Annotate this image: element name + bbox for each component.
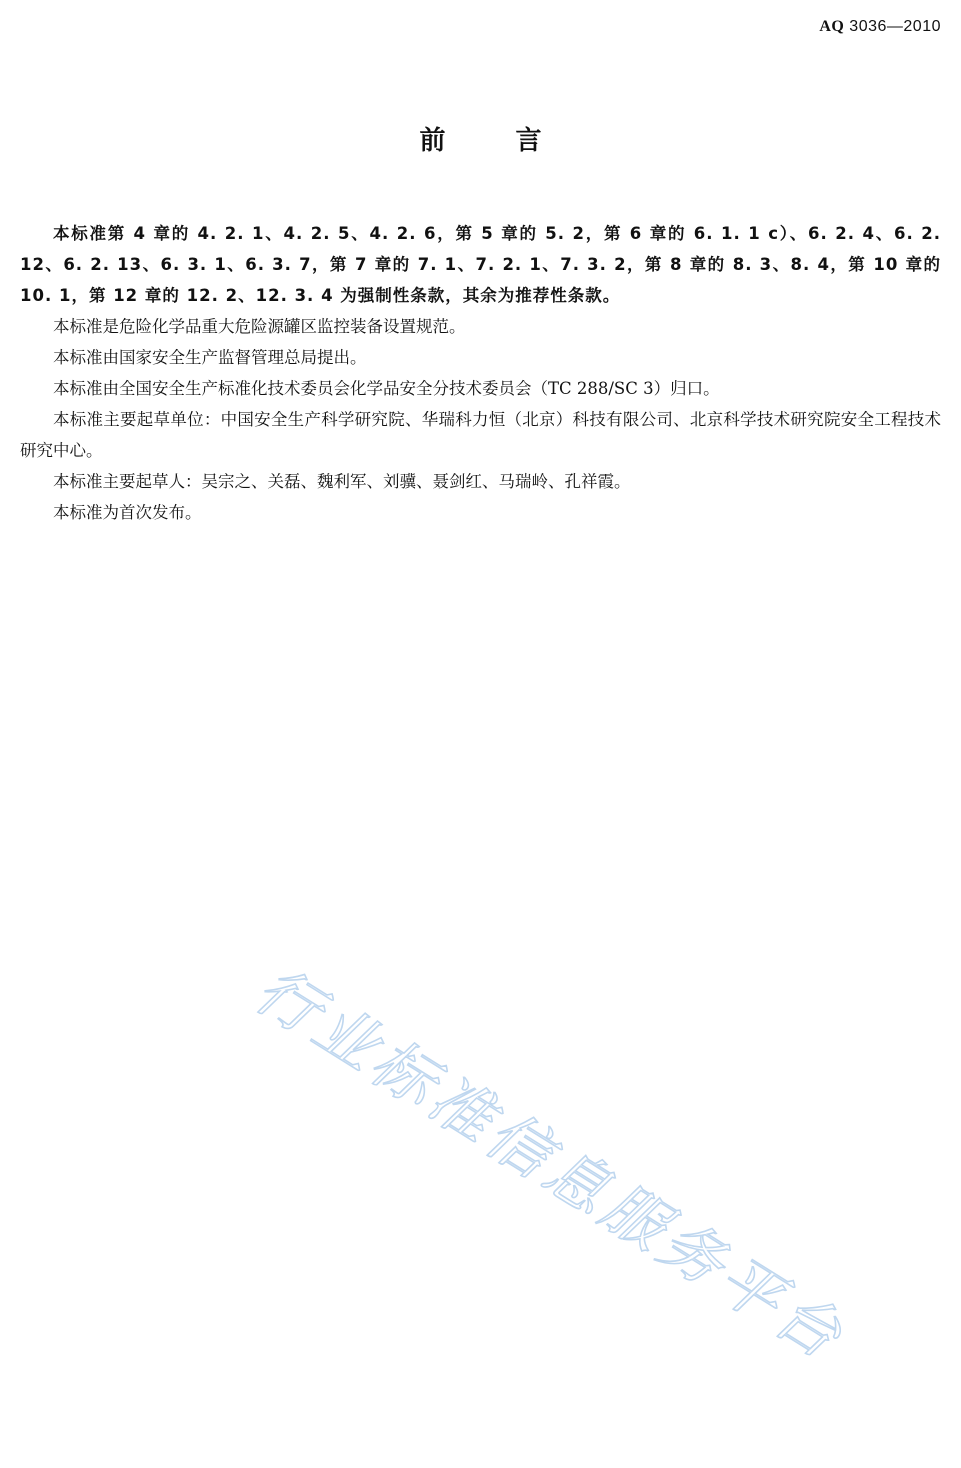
- drafting-units-paragraph: 本标准主要起草单位：中国安全生产科学研究院、华瑞科力恒（北京）科技有限公司、北京科学技术研究院安全工程技术研究中心。: [20, 410, 941, 460]
- scope-paragraph: 本标准是危险化学品重大危险源罐区监控装备设置规范。: [53, 317, 466, 336]
- standard-code-number: 3036—2010: [844, 18, 941, 35]
- standard-code-prefix: AQ: [819, 18, 845, 35]
- committee-paragraph: 本标准由全国安全生产标准化技术委员会化学品安全分技术委员会（TC 288/SC 3）归口。: [53, 379, 720, 398]
- drafters-paragraph: 本标准主要起草人：吴宗之、关磊、魏利军、刘骥、聂剑红、马瑞岭、孔祥霞。: [53, 472, 631, 491]
- watermark: 行业标准信息服务平台: [243, 952, 859, 1376]
- page-title: 前言: [419, 126, 612, 156]
- mandatory-clauses-paragraph: 本标准第 4 章的 4. 2. 1、4. 2. 5、4. 2. 6，第 5 章的 5. 2，第 6 章的 6. 1. 1 c）、6. 2. 4、6. 2. 12、6. 2. 13、6. 3. 1、6. 3. 7，第 7 章的 7. 1、7. 2. 1、7. 3. 2，第 8 章的 8. 3、8. 4，第 10 章的 10. 1，第 12 章的 12. 2、12. 3. 4 为强制性条款，其余为推荐性条款。: [20, 224, 941, 305]
- foreword-body: [20, 218, 941, 528]
- first-release-paragraph: 本标准为首次发布。: [53, 503, 202, 522]
- standard-code: [819, 18, 941, 36]
- proposer-paragraph: 本标准由国家安全生产监督管理总局提出。: [53, 348, 367, 367]
